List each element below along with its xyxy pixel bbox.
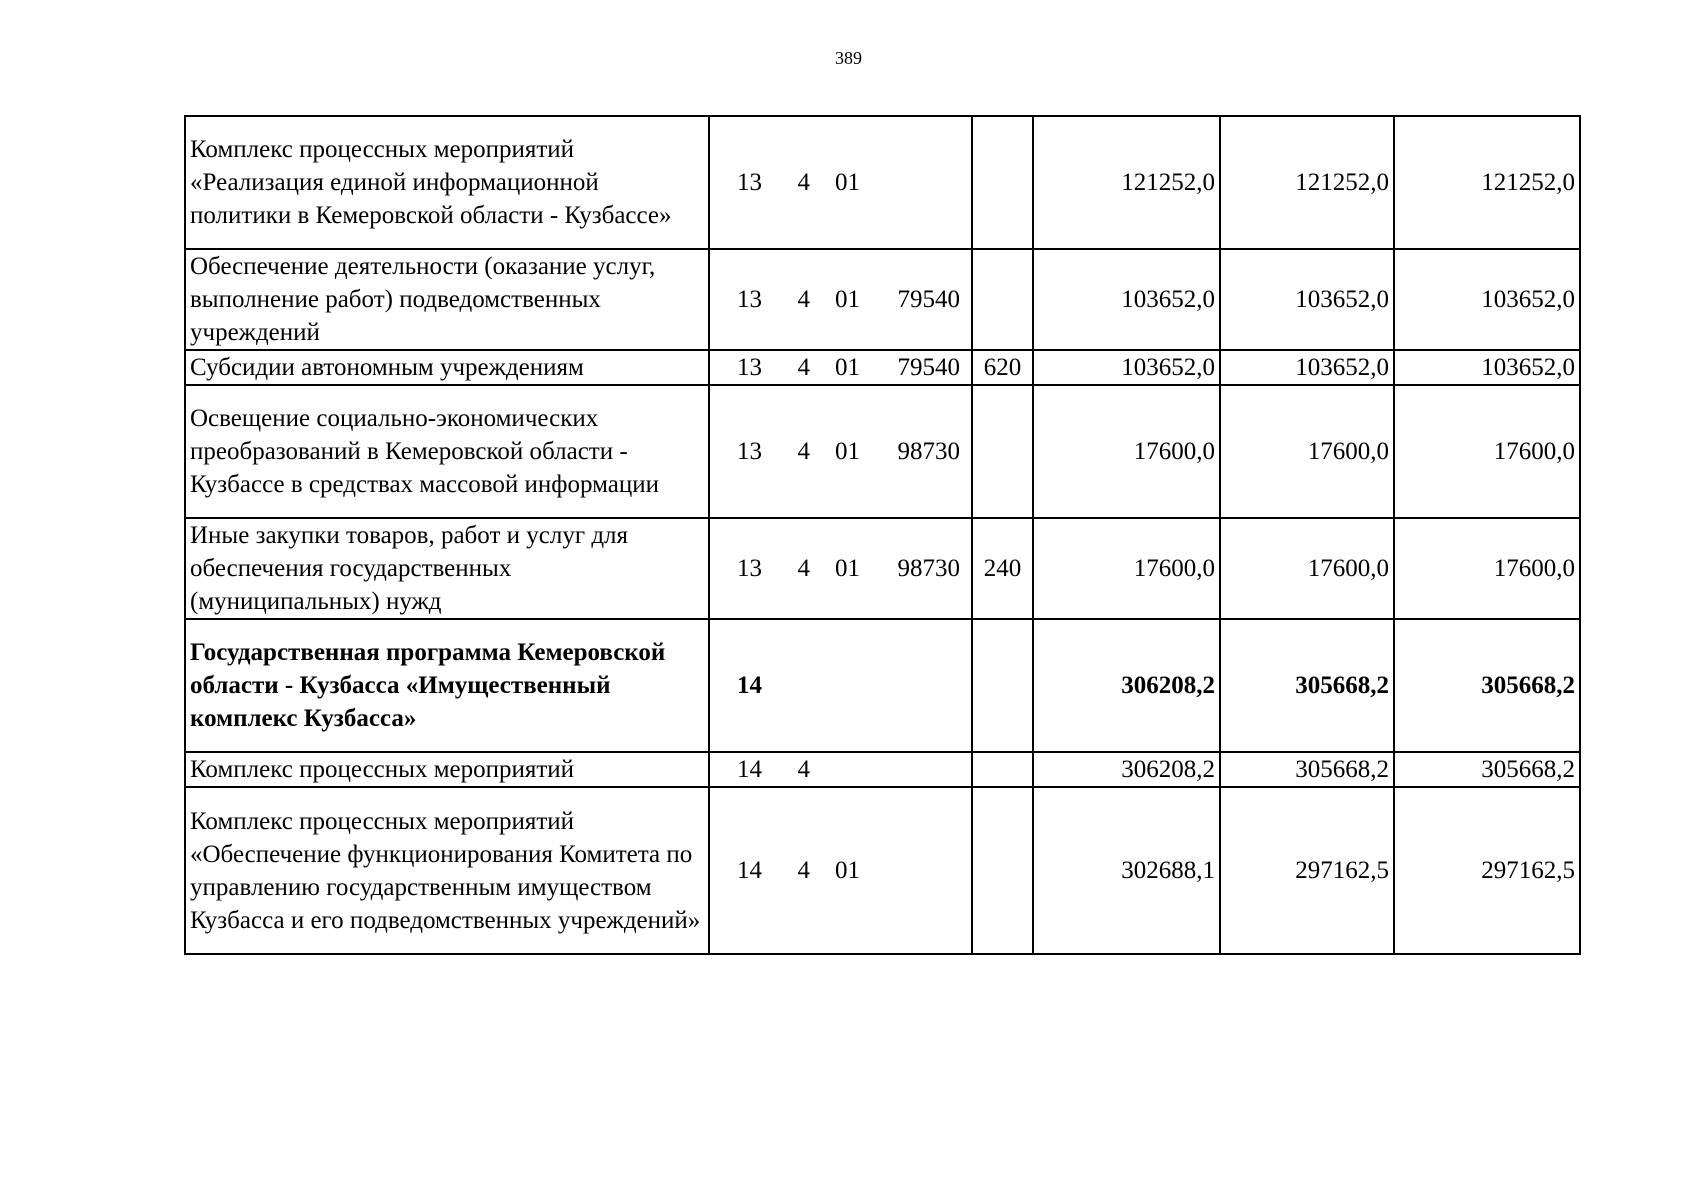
amount-3: 103652,0 — [1394, 249, 1580, 350]
amount-3: 305668,2 — [1394, 752, 1580, 787]
event-code: 01 — [835, 857, 860, 884]
direction-code: 98730 — [897, 555, 960, 582]
amount-1: 103652,0 — [1033, 350, 1220, 385]
amount-3: 103652,0 — [1394, 350, 1580, 385]
subprogram-code: 4 — [797, 555, 810, 582]
row-codes — [709, 350, 972, 385]
expense-type-code — [972, 752, 1033, 787]
amount-2: 305668,2 — [1220, 619, 1394, 752]
program-code: 13 — [737, 555, 762, 582]
event-code: 01 — [835, 169, 860, 196]
amount-2: 121252,0 — [1220, 116, 1394, 249]
row-name: Освещение социально-экономических преобразований в Кемеровской области - Кузбассе в средствах массовой информации — [185, 385, 709, 518]
subprogram-code: 4 — [797, 756, 810, 783]
program-code: 13 — [737, 354, 762, 381]
expense-type-code — [972, 385, 1033, 518]
event-code: 01 — [835, 555, 860, 582]
row-codes — [709, 518, 972, 619]
row-name: Обеспечение деятельности (оказание услуг, выполнение работ) подведомственных учреждений — [185, 249, 709, 350]
row-name: Субсидии автономным учреждениям — [185, 350, 709, 385]
event-code: 01 — [835, 438, 860, 465]
subprogram-code: 4 — [797, 857, 810, 884]
row-codes — [709, 619, 972, 752]
amount-1: 302688,1 — [1033, 787, 1220, 954]
table-row — [185, 787, 1580, 954]
amount-1: 306208,2 — [1033, 619, 1220, 752]
row-codes — [709, 116, 972, 249]
expense-type-code: 240 — [972, 518, 1033, 619]
table-row — [185, 350, 1580, 385]
amount-3: 17600,0 — [1394, 518, 1580, 619]
row-name: Комплекс процессных мероприятий — [185, 752, 709, 787]
row-codes — [709, 787, 972, 954]
row-name: Иные закупки товаров, работ и услуг для обеспечения государственных (муниципальных) нужд — [185, 518, 709, 619]
table-row — [185, 249, 1580, 350]
program-code: 14 — [737, 857, 762, 884]
program-code: 14 — [737, 756, 762, 783]
direction-code: 79540 — [897, 286, 960, 313]
event-code: 01 — [835, 354, 860, 381]
expense-type-code — [972, 116, 1033, 249]
amount-1: 121252,0 — [1033, 116, 1220, 249]
amount-3: 17600,0 — [1394, 385, 1580, 518]
amount-1: 306208,2 — [1033, 752, 1220, 787]
amount-2: 17600,0 — [1220, 518, 1394, 619]
amount-1: 17600,0 — [1033, 385, 1220, 518]
program-code: 14 — [737, 672, 762, 699]
amount-3: 305668,2 — [1394, 619, 1580, 752]
program-code: 13 — [737, 438, 762, 465]
event-code: 01 — [835, 286, 860, 313]
table-row — [185, 116, 1580, 249]
amount-2: 305668,2 — [1220, 752, 1394, 787]
direction-code: 79540 — [897, 354, 960, 381]
row-name: Комплекс процессных мероприятий «Реализация единой информационной политики в Кемеровской области - Кузбассе» — [185, 116, 709, 249]
subprogram-code: 4 — [797, 354, 810, 381]
budget-table — [184, 115, 1581, 955]
amount-3: 297162,5 — [1394, 787, 1580, 954]
table-row — [185, 385, 1580, 518]
row-codes — [709, 752, 972, 787]
page-number: 389 — [835, 48, 862, 68]
expense-type-code — [972, 249, 1033, 350]
amount-2: 17600,0 — [1220, 385, 1394, 518]
amount-2: 103652,0 — [1220, 350, 1394, 385]
row-codes — [709, 385, 972, 518]
expense-type-code: 620 — [972, 350, 1033, 385]
row-name: Комплекс процессных мероприятий «Обеспечение функционирования Комитета по управлению государственным имуществом Кузбасса и его подведомственных учреждений» — [185, 787, 709, 954]
direction-code: 98730 — [897, 438, 960, 465]
expense-type-code — [972, 619, 1033, 752]
table-row — [185, 619, 1580, 752]
subprogram-code: 4 — [797, 286, 810, 313]
row-name: Государственная программа Кемеровской области - Кузбасса «Имущественный комплекс Кузбасса» — [185, 619, 709, 752]
expense-type-code — [972, 787, 1033, 954]
subprogram-code: 4 — [797, 169, 810, 196]
amount-1: 103652,0 — [1033, 249, 1220, 350]
amount-1: 17600,0 — [1033, 518, 1220, 619]
program-code: 13 — [737, 286, 762, 313]
table-row — [185, 518, 1580, 619]
amount-2: 297162,5 — [1220, 787, 1394, 954]
subprogram-code: 4 — [797, 438, 810, 465]
table-row — [185, 752, 1580, 787]
row-codes — [709, 249, 972, 350]
amount-3: 121252,0 — [1394, 116, 1580, 249]
amount-2: 103652,0 — [1220, 249, 1394, 350]
program-code: 13 — [737, 169, 762, 196]
